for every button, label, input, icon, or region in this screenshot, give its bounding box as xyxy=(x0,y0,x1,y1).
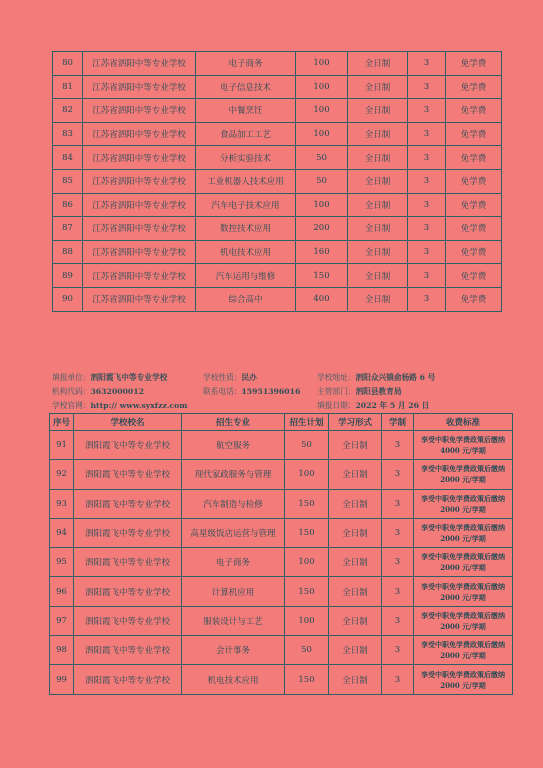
duration-cell: 3 xyxy=(408,169,446,193)
fee-cell: 享受中职免学费政策后缴纳 4000 元/学期 xyxy=(414,431,513,460)
study-form-cell: 全日制 xyxy=(329,606,382,635)
fee-cell: 免学费 xyxy=(446,217,502,241)
major-cell: 工业机器人技术应用 xyxy=(196,169,296,193)
seq-cell: 86 xyxy=(53,193,83,217)
school-name-cell: 江苏省泗阳中等专业学校 xyxy=(83,240,196,264)
plan-cell: 400 xyxy=(296,287,348,311)
duration-cell: 3 xyxy=(382,518,414,547)
table-row xyxy=(50,606,513,635)
dept-label: 主管部门： xyxy=(317,387,356,396)
seq-cell: 97 xyxy=(50,606,74,635)
phone-value: 15951396016 xyxy=(241,387,301,396)
major-cell: 机电技术应用 xyxy=(182,665,285,694)
duration-cell: 3 xyxy=(408,122,446,146)
duration-cell: 3 xyxy=(408,240,446,264)
plan-cell: 100 xyxy=(296,99,348,123)
plan-cell: 50 xyxy=(285,431,329,460)
table-row xyxy=(53,217,502,241)
header-major: 招生专业 xyxy=(182,414,285,431)
school-name-cell: 泗阳霞飞中等专业学校 xyxy=(74,518,182,547)
plan-cell: 100 xyxy=(296,52,348,76)
table-row xyxy=(53,75,502,99)
table-row xyxy=(50,518,513,547)
table-row xyxy=(53,193,502,217)
major-cell: 机电技术应用 xyxy=(196,240,296,264)
school-name-cell: 泗阳霞飞中等专业学校 xyxy=(74,606,182,635)
study-form-cell: 全日制 xyxy=(329,577,382,606)
school-name-cell: 江苏省泗阳中等专业学校 xyxy=(83,52,196,76)
table-row xyxy=(53,99,502,123)
header-fee: 收费标准 xyxy=(414,414,513,431)
plan-cell: 100 xyxy=(296,75,348,99)
duration-cell: 3 xyxy=(382,489,414,518)
study-form-cell: 全日制 xyxy=(348,217,408,241)
school-info-block xyxy=(52,372,512,412)
dept-value: 泗阳县教育局 xyxy=(355,387,402,396)
table-row xyxy=(53,287,502,311)
major-cell: 食品加工工艺 xyxy=(196,122,296,146)
seq-cell: 80 xyxy=(53,52,83,76)
school-name-cell: 江苏省泗阳中等专业学校 xyxy=(83,169,196,193)
school-name-cell: 泗阳霞飞中等专业学校 xyxy=(74,460,182,489)
study-form-cell: 全日制 xyxy=(348,264,408,288)
table-row xyxy=(50,665,513,694)
school-name-cell: 泗阳霞飞中等专业学校 xyxy=(74,431,182,460)
school-name-cell: 泗阳霞飞中等专业学校 xyxy=(74,548,182,577)
duration-cell: 3 xyxy=(382,548,414,577)
school-name-cell: 江苏省泗阳中等专业学校 xyxy=(83,264,196,288)
fee-cell: 享受中职免学费政策后缴纳 2000 元/学期 xyxy=(414,460,513,489)
seq-cell: 83 xyxy=(53,122,83,146)
study-form-cell: 全日制 xyxy=(329,636,382,665)
school-name-cell: 泗阳霞飞中等专业学校 xyxy=(74,489,182,518)
fee-cell: 免学费 xyxy=(446,193,502,217)
plan-cell: 50 xyxy=(296,146,348,170)
major-cell: 综合高中 xyxy=(196,287,296,311)
seq-cell: 93 xyxy=(50,489,74,518)
seq-cell: 82 xyxy=(53,99,83,123)
study-form-cell: 全日制 xyxy=(348,122,408,146)
school-name-cell: 泗阳霞飞中等专业学校 xyxy=(74,665,182,694)
school-name-cell: 江苏省泗阳中等专业学校 xyxy=(83,75,196,99)
school-name-cell: 泗阳霞飞中等专业学校 xyxy=(74,636,182,665)
duration-cell: 3 xyxy=(408,287,446,311)
fee-cell: 免学费 xyxy=(446,264,502,288)
header-seq: 序号 xyxy=(50,414,74,431)
duration-cell: 3 xyxy=(408,99,446,123)
duration-cell: 3 xyxy=(382,665,414,694)
fee-cell: 享受中职免学费政策后缴纳 2000 元/学期 xyxy=(414,489,513,518)
header-plan: 招生计划 xyxy=(285,414,329,431)
study-form-cell: 全日制 xyxy=(348,240,408,264)
table-row xyxy=(50,431,513,460)
plan-cell: 100 xyxy=(285,460,329,489)
plan-cell: 100 xyxy=(285,606,329,635)
duration-cell: 3 xyxy=(408,264,446,288)
study-form-cell: 全日制 xyxy=(348,99,408,123)
study-form-cell: 全日制 xyxy=(348,169,408,193)
fee-cell: 免学费 xyxy=(446,240,502,264)
table-row xyxy=(50,577,513,606)
major-cell: 数控技术应用 xyxy=(196,217,296,241)
duration-cell: 3 xyxy=(408,146,446,170)
study-form-cell: 全日制 xyxy=(348,52,408,76)
plan-cell: 160 xyxy=(296,240,348,264)
plan-cell: 150 xyxy=(285,665,329,694)
major-cell: 电子信息技术 xyxy=(196,75,296,99)
table-header-row xyxy=(50,414,513,431)
plan-cell: 100 xyxy=(296,193,348,217)
seq-cell: 87 xyxy=(53,217,83,241)
seq-cell: 90 xyxy=(53,287,83,311)
major-cell: 汽车制造与检修 xyxy=(182,489,285,518)
plan-cell: 100 xyxy=(296,122,348,146)
seq-cell: 95 xyxy=(50,548,74,577)
website-value: http:// www.syxfzz.com xyxy=(90,401,188,410)
table-row xyxy=(53,240,502,264)
phone-label: 联系电话： xyxy=(203,387,242,396)
seq-cell: 94 xyxy=(50,518,74,547)
study-form-cell: 全日制 xyxy=(329,431,382,460)
seq-cell: 88 xyxy=(53,240,83,264)
fee-cell: 免学费 xyxy=(446,122,502,146)
reporter-label: 填报单位： xyxy=(52,373,91,382)
major-cell: 电子商务 xyxy=(196,52,296,76)
seq-cell: 84 xyxy=(53,146,83,170)
table-row xyxy=(53,169,502,193)
major-cell: 计算机应用 xyxy=(182,577,285,606)
table-row xyxy=(50,489,513,518)
school-name-cell: 江苏省泗阳中等专业学校 xyxy=(83,146,196,170)
fee-cell: 免学费 xyxy=(446,146,502,170)
major-cell: 高星级饭店运营与管理 xyxy=(182,518,285,547)
school-name-cell: 泗阳霞飞中等专业学校 xyxy=(74,577,182,606)
major-cell: 汽车电子技术应用 xyxy=(196,193,296,217)
header-duration: 学制 xyxy=(382,414,414,431)
nature-label: 学校性质： xyxy=(203,373,242,382)
plan-cell: 50 xyxy=(296,169,348,193)
study-form-cell: 全日制 xyxy=(329,460,382,489)
nature-value: 民办 xyxy=(241,373,257,382)
major-cell: 服装设计与工艺 xyxy=(182,606,285,635)
study-form-cell: 全日制 xyxy=(329,489,382,518)
school-name-cell: 江苏省泗阳中等专业学校 xyxy=(83,193,196,217)
header-school-name: 学校校名 xyxy=(74,414,182,431)
duration-cell: 3 xyxy=(382,460,414,489)
fee-cell: 免学费 xyxy=(446,169,502,193)
seq-cell: 81 xyxy=(53,75,83,99)
address-value: 泗阳众兴镇俞杨路 6 号 xyxy=(355,373,436,382)
table-row xyxy=(50,460,513,489)
duration-cell: 3 xyxy=(382,606,414,635)
plan-cell: 150 xyxy=(285,489,329,518)
study-form-cell: 全日制 xyxy=(348,75,408,99)
code-label: 机构代码： xyxy=(52,387,91,396)
major-cell: 航空服务 xyxy=(182,431,285,460)
plan-cell: 100 xyxy=(285,548,329,577)
duration-cell: 3 xyxy=(408,75,446,99)
seq-cell: 98 xyxy=(50,636,74,665)
duration-cell: 3 xyxy=(382,431,414,460)
fee-cell: 享受中职免学费政策后缴纳 2000 元/学期 xyxy=(414,665,513,694)
study-form-cell: 全日制 xyxy=(329,518,382,547)
seq-cell: 99 xyxy=(50,665,74,694)
plan-cell: 150 xyxy=(296,264,348,288)
plan-cell: 150 xyxy=(285,518,329,547)
school-name-cell: 江苏省泗阳中等专业学校 xyxy=(83,99,196,123)
study-form-cell: 全日制 xyxy=(329,665,382,694)
seq-cell: 85 xyxy=(53,169,83,193)
major-cell: 分析实验技术 xyxy=(196,146,296,170)
fee-cell: 免学费 xyxy=(446,75,502,99)
date-value: 2022 年 5 月 26 日 xyxy=(355,401,430,410)
major-cell: 现代家政服务与管理 xyxy=(182,460,285,489)
enrollment-table-bottom xyxy=(49,413,513,695)
table-row xyxy=(53,264,502,288)
table-row xyxy=(53,146,502,170)
study-form-cell: 全日制 xyxy=(329,548,382,577)
table-row xyxy=(53,52,502,76)
duration-cell: 3 xyxy=(408,193,446,217)
reporter-value: 泗阳霞飞中等专业学校 xyxy=(90,373,168,382)
fee-cell: 享受中职免学费政策后缴纳 2000 元/学期 xyxy=(414,577,513,606)
study-form-cell: 全日制 xyxy=(348,146,408,170)
enrollment-table-top xyxy=(52,51,502,312)
plan-cell: 50 xyxy=(285,636,329,665)
school-name-cell: 江苏省泗阳中等专业学校 xyxy=(83,287,196,311)
study-form-cell: 全日制 xyxy=(348,193,408,217)
major-cell: 汽车运用与维修 xyxy=(196,264,296,288)
plan-cell: 150 xyxy=(285,577,329,606)
code-value: 3632000012 xyxy=(90,387,144,396)
table-row xyxy=(53,122,502,146)
address-label: 学校地址： xyxy=(317,373,356,382)
fee-cell: 享受中职免学费政策后缴纳 2000 元/学期 xyxy=(414,606,513,635)
duration-cell: 3 xyxy=(382,577,414,606)
fee-cell: 享受中职免学费政策后缴纳 2000 元/学期 xyxy=(414,636,513,665)
website-label: 学校官网： xyxy=(52,401,91,410)
seq-cell: 92 xyxy=(50,460,74,489)
duration-cell: 3 xyxy=(408,217,446,241)
major-cell: 中餐烹饪 xyxy=(196,99,296,123)
seq-cell: 96 xyxy=(50,577,74,606)
fee-cell: 免学费 xyxy=(446,287,502,311)
fee-cell: 免学费 xyxy=(446,99,502,123)
study-form-cell: 全日制 xyxy=(348,287,408,311)
school-name-cell: 江苏省泗阳中等专业学校 xyxy=(83,217,196,241)
school-name-cell: 江苏省泗阳中等专业学校 xyxy=(83,122,196,146)
fee-cell: 享受中职免学费政策后缴纳 2000 元/学期 xyxy=(414,548,513,577)
seq-cell: 91 xyxy=(50,431,74,460)
major-cell: 电子商务 xyxy=(182,548,285,577)
seq-cell: 89 xyxy=(53,264,83,288)
duration-cell: 3 xyxy=(382,636,414,665)
fee-cell: 免学费 xyxy=(446,52,502,76)
duration-cell: 3 xyxy=(408,52,446,76)
plan-cell: 200 xyxy=(296,217,348,241)
major-cell: 会计事务 xyxy=(182,636,285,665)
table-row xyxy=(50,548,513,577)
fee-cell: 享受中职免学费政策后缴纳 2000 元/学期 xyxy=(414,518,513,547)
date-label: 填报日期： xyxy=(317,401,356,410)
header-study-form: 学习形式 xyxy=(329,414,382,431)
table-row xyxy=(50,636,513,665)
